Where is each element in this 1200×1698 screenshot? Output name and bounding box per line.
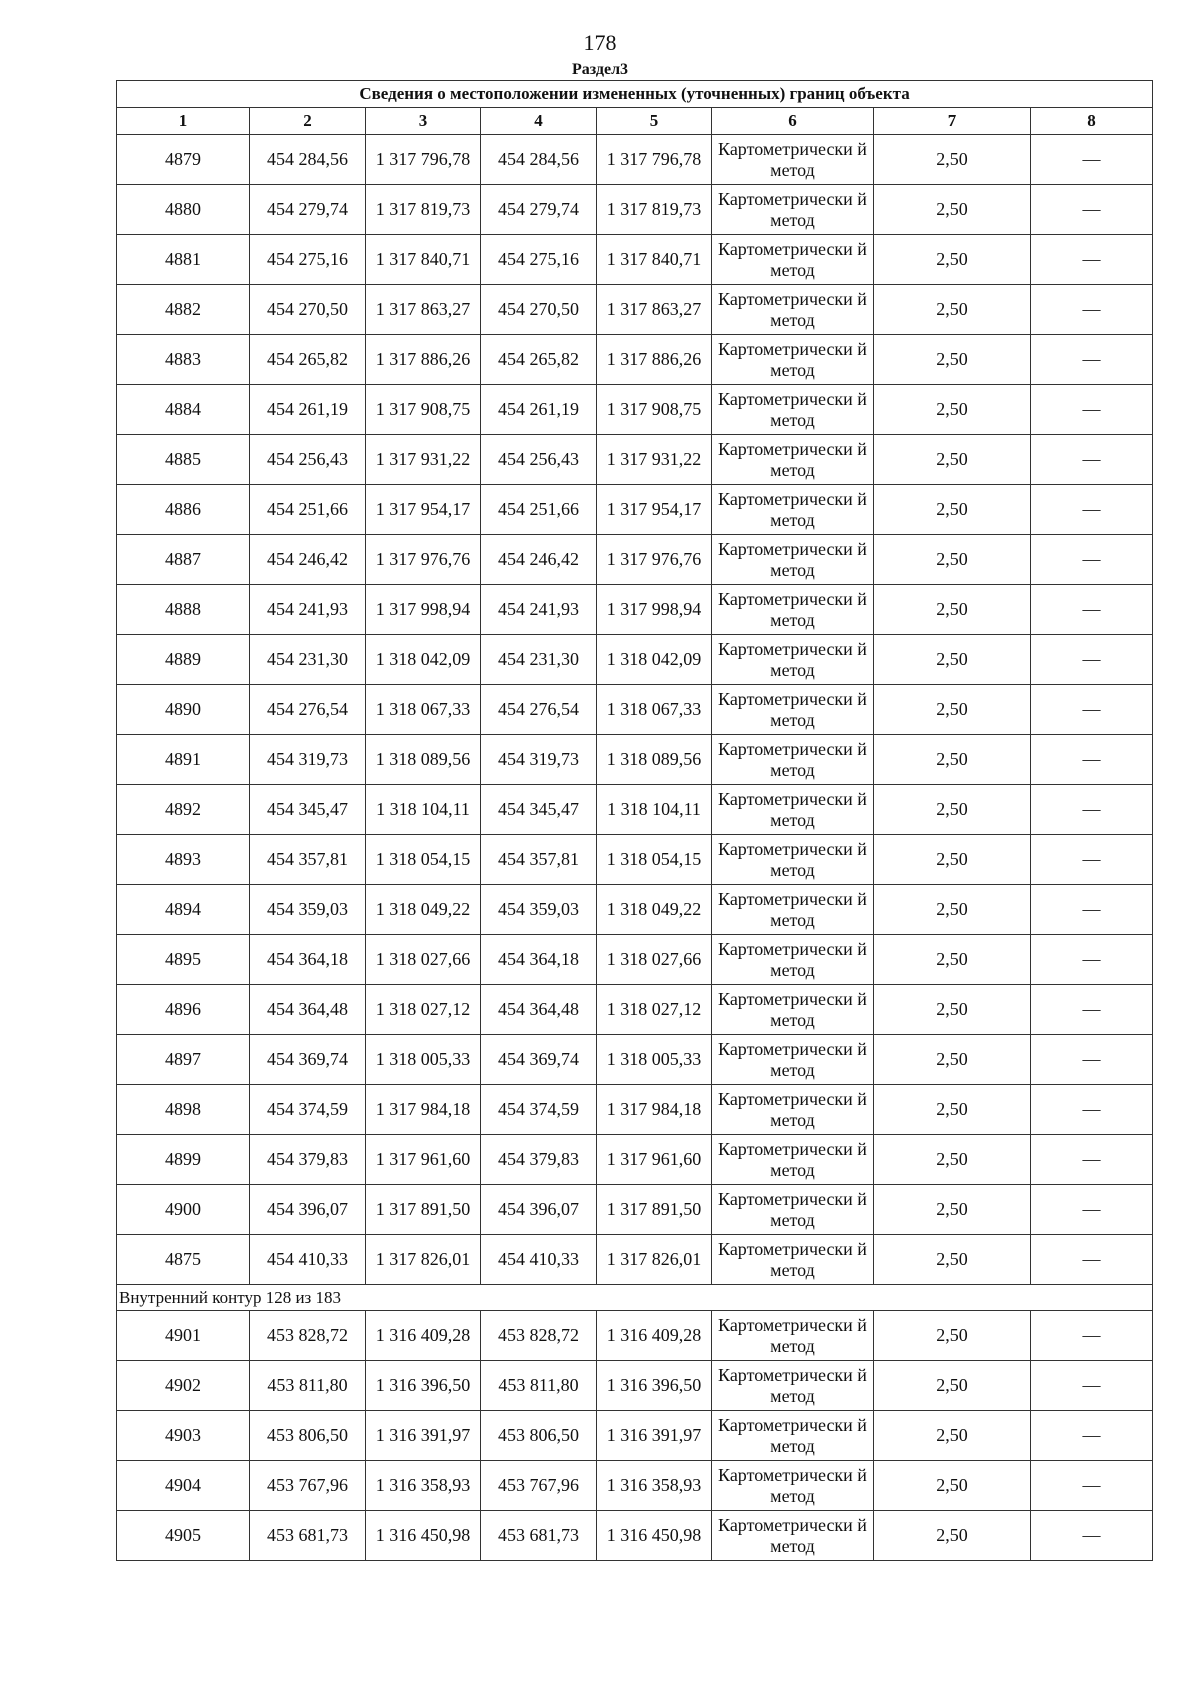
table-row <box>117 1085 1153 1135</box>
x-new-cell: 453 806,50 <box>481 1411 597 1461</box>
x-new-cell: 454 410,33 <box>481 1235 597 1285</box>
point-number-cell: 4899 <box>117 1135 250 1185</box>
y-old-cell: 1 317 819,73 <box>366 185 481 235</box>
accuracy-cell: 2,50 <box>874 1235 1031 1285</box>
y-old-cell: 1 318 027,66 <box>366 935 481 985</box>
point-number-cell: 4885 <box>117 435 250 485</box>
point-number-cell: 4888 <box>117 585 250 635</box>
table-row <box>117 1411 1153 1461</box>
accuracy-cell: 2,50 <box>874 1411 1031 1461</box>
description-cell: — <box>1031 835 1153 885</box>
point-number-cell: 4902 <box>117 1361 250 1411</box>
description-cell: — <box>1031 435 1153 485</box>
table-row <box>117 585 1153 635</box>
y-new-cell: 1 318 027,12 <box>597 985 712 1035</box>
x-new-cell: 454 251,66 <box>481 485 597 535</box>
point-number-cell: 4900 <box>117 1185 250 1235</box>
accuracy-cell: 2,50 <box>874 1361 1031 1411</box>
x-new-cell: 454 396,07 <box>481 1185 597 1235</box>
y-new-cell: 1 317 931,22 <box>597 435 712 485</box>
table-caption: Сведения о местоположении измененных (уточненных) границ объекта <box>117 81 1153 108</box>
y-new-cell: 1 318 042,09 <box>597 635 712 685</box>
y-new-cell: 1 317 976,76 <box>597 535 712 585</box>
table-row <box>117 435 1153 485</box>
x-old-cell: 454 345,47 <box>250 785 366 835</box>
y-new-cell: 1 317 984,18 <box>597 1085 712 1135</box>
method-cell: Картометрически й метод <box>712 935 874 985</box>
x-old-cell: 454 364,48 <box>250 985 366 1035</box>
method-cell: Картометрически й метод <box>712 885 874 935</box>
accuracy-cell: 2,50 <box>874 535 1031 585</box>
method-cell: Картометрически й метод <box>712 835 874 885</box>
point-number-cell: 4887 <box>117 535 250 585</box>
table-row <box>117 835 1153 885</box>
point-number-cell: 4895 <box>117 935 250 985</box>
table-row <box>117 335 1153 385</box>
method-cell: Картометрически й метод <box>712 1035 874 1085</box>
y-new-cell: 1 317 998,94 <box>597 585 712 635</box>
x-new-cell: 454 369,74 <box>481 1035 597 1085</box>
table-row <box>117 285 1153 335</box>
column-header: 1 <box>117 108 250 135</box>
method-cell: Картометрически й метод <box>712 985 874 1035</box>
x-old-cell: 453 811,80 <box>250 1361 366 1411</box>
table-row <box>117 885 1153 935</box>
table-row <box>117 935 1153 985</box>
point-number-cell: 4898 <box>117 1085 250 1135</box>
method-cell: Картометрически й метод <box>712 785 874 835</box>
method-cell: Картометрически й метод <box>712 1185 874 1235</box>
y-old-cell: 1 316 450,98 <box>366 1511 481 1561</box>
accuracy-cell: 2,50 <box>874 785 1031 835</box>
description-cell: — <box>1031 1235 1153 1285</box>
y-old-cell: 1 317 863,27 <box>366 285 481 335</box>
method-cell: Картометрически й метод <box>712 735 874 785</box>
y-new-cell: 1 317 886,26 <box>597 335 712 385</box>
y-old-cell: 1 318 054,15 <box>366 835 481 885</box>
method-cell: Картометрически й метод <box>712 235 874 285</box>
method-cell: Картометрически й метод <box>712 385 874 435</box>
accuracy-cell: 2,50 <box>874 1185 1031 1235</box>
y-new-cell: 1 316 450,98 <box>597 1511 712 1561</box>
table-row <box>117 1185 1153 1235</box>
y-old-cell: 1 316 409,28 <box>366 1311 481 1361</box>
x-new-cell: 453 681,73 <box>481 1511 597 1561</box>
table-row <box>117 1135 1153 1185</box>
description-cell: — <box>1031 1361 1153 1411</box>
table-row <box>117 1311 1153 1361</box>
y-new-cell: 1 318 054,15 <box>597 835 712 885</box>
point-number-cell: 4897 <box>117 1035 250 1085</box>
x-old-cell: 454 275,16 <box>250 235 366 285</box>
page-number: 178 <box>583 30 617 55</box>
x-new-cell: 453 828,72 <box>481 1311 597 1361</box>
point-number-cell: 4891 <box>117 735 250 785</box>
x-new-cell: 453 767,96 <box>481 1461 597 1511</box>
x-old-cell: 454 251,66 <box>250 485 366 535</box>
y-new-cell: 1 316 358,93 <box>597 1461 712 1511</box>
y-old-cell: 1 317 998,94 <box>366 585 481 635</box>
table-row <box>117 1035 1153 1085</box>
x-new-cell: 454 241,93 <box>481 585 597 635</box>
table-row <box>117 485 1153 535</box>
y-old-cell: 1 317 931,22 <box>366 435 481 485</box>
section-title: Раздел3 <box>571 61 629 78</box>
method-cell: Картометрически й метод <box>712 1361 874 1411</box>
x-old-cell: 453 767,96 <box>250 1461 366 1511</box>
method-cell: Картометрически й метод <box>712 1135 874 1185</box>
x-new-cell: 453 811,80 <box>481 1361 597 1411</box>
y-old-cell: 1 318 049,22 <box>366 885 481 935</box>
accuracy-cell: 2,50 <box>874 685 1031 735</box>
y-new-cell: 1 318 027,66 <box>597 935 712 985</box>
description-cell: — <box>1031 485 1153 535</box>
point-number-cell: 4905 <box>117 1511 250 1561</box>
x-old-cell: 454 256,43 <box>250 435 366 485</box>
x-new-cell: 454 246,42 <box>481 535 597 585</box>
x-old-cell: 453 806,50 <box>250 1411 366 1461</box>
y-old-cell: 1 318 089,56 <box>366 735 481 785</box>
table-row <box>117 1511 1153 1561</box>
table-row <box>117 135 1153 185</box>
x-new-cell: 454 374,59 <box>481 1085 597 1135</box>
x-old-cell: 454 369,74 <box>250 1035 366 1085</box>
description-cell: — <box>1031 985 1153 1035</box>
y-new-cell: 1 317 863,27 <box>597 285 712 335</box>
y-old-cell: 1 317 891,50 <box>366 1185 481 1235</box>
y-old-cell: 1 317 954,17 <box>366 485 481 535</box>
point-number-cell: 4881 <box>117 235 250 285</box>
y-new-cell: 1 318 067,33 <box>597 685 712 735</box>
x-old-cell: 454 284,56 <box>250 135 366 185</box>
accuracy-cell: 2,50 <box>874 585 1031 635</box>
table-row <box>117 685 1153 735</box>
method-cell: Картометрически й метод <box>712 1235 874 1285</box>
description-cell: — <box>1031 935 1153 985</box>
x-new-cell: 454 364,48 <box>481 985 597 1035</box>
x-old-cell: 454 379,83 <box>250 1135 366 1185</box>
accuracy-cell: 2,50 <box>874 1085 1031 1135</box>
description-cell: — <box>1031 735 1153 785</box>
accuracy-cell: 2,50 <box>874 335 1031 385</box>
x-new-cell: 454 379,83 <box>481 1135 597 1185</box>
x-old-cell: 454 231,30 <box>250 635 366 685</box>
point-number-cell: 4890 <box>117 685 250 735</box>
x-old-cell: 454 359,03 <box>250 885 366 935</box>
method-cell: Картометрически й метод <box>712 435 874 485</box>
point-number-cell: 4893 <box>117 835 250 885</box>
accuracy-cell: 2,50 <box>874 1511 1031 1561</box>
column-header: 3 <box>366 108 481 135</box>
x-new-cell: 454 256,43 <box>481 435 597 485</box>
y-old-cell: 1 317 826,01 <box>366 1235 481 1285</box>
y-old-cell: 1 316 396,50 <box>366 1361 481 1411</box>
method-cell: Картометрически й метод <box>712 1511 874 1561</box>
y-new-cell: 1 318 049,22 <box>597 885 712 935</box>
description-cell: — <box>1031 385 1153 435</box>
x-old-cell: 454 246,42 <box>250 535 366 585</box>
accuracy-cell: 2,50 <box>874 1135 1031 1185</box>
description-cell: — <box>1031 1411 1153 1461</box>
column-header: 2 <box>250 108 366 135</box>
method-cell: Картометрически й метод <box>712 1311 874 1361</box>
table-row <box>117 235 1153 285</box>
y-new-cell: 1 316 409,28 <box>597 1311 712 1361</box>
y-new-cell: 1 317 891,50 <box>597 1185 712 1235</box>
contour-label-row <box>117 1285 1153 1311</box>
table-row <box>117 535 1153 585</box>
table-row <box>117 385 1153 435</box>
x-new-cell: 454 270,50 <box>481 285 597 335</box>
column-header: 6 <box>712 108 874 135</box>
table-caption-row <box>117 81 1153 108</box>
y-old-cell: 1 317 886,26 <box>366 335 481 385</box>
x-new-cell: 454 319,73 <box>481 735 597 785</box>
x-new-cell: 454 261,19 <box>481 385 597 435</box>
point-number-cell: 4883 <box>117 335 250 385</box>
accuracy-cell: 2,50 <box>874 285 1031 335</box>
x-new-cell: 454 275,16 <box>481 235 597 285</box>
table-row <box>117 985 1153 1035</box>
accuracy-cell: 2,50 <box>874 435 1031 485</box>
column-header: 7 <box>874 108 1031 135</box>
point-number-cell: 4896 <box>117 985 250 1035</box>
method-cell: Картометрически й метод <box>712 635 874 685</box>
description-cell: — <box>1031 635 1153 685</box>
accuracy-cell: 2,50 <box>874 935 1031 985</box>
y-new-cell: 1 317 819,73 <box>597 185 712 235</box>
y-new-cell: 1 317 796,78 <box>597 135 712 185</box>
accuracy-cell: 2,50 <box>874 1035 1031 1085</box>
accuracy-cell: 2,50 <box>874 385 1031 435</box>
point-number-cell: 4892 <box>117 785 250 835</box>
description-cell: — <box>1031 1135 1153 1185</box>
x-new-cell: 454 279,74 <box>481 185 597 235</box>
y-new-cell: 1 317 961,60 <box>597 1135 712 1185</box>
method-cell: Картометрически й метод <box>712 335 874 385</box>
y-old-cell: 1 317 961,60 <box>366 1135 481 1185</box>
y-old-cell: 1 317 908,75 <box>366 385 481 435</box>
method-cell: Картометрически й метод <box>712 685 874 735</box>
method-cell: Картометрически й метод <box>712 1411 874 1461</box>
y-new-cell: 1 318 005,33 <box>597 1035 712 1085</box>
x-old-cell: 454 396,07 <box>250 1185 366 1235</box>
description-cell: — <box>1031 1185 1153 1235</box>
x-new-cell: 454 345,47 <box>481 785 597 835</box>
y-old-cell: 1 318 104,11 <box>366 785 481 835</box>
description-cell: — <box>1031 335 1153 385</box>
description-cell: — <box>1031 185 1153 235</box>
description-cell: — <box>1031 685 1153 735</box>
y-new-cell: 1 318 089,56 <box>597 735 712 785</box>
column-header: 4 <box>481 108 597 135</box>
point-number-cell: 4903 <box>117 1411 250 1461</box>
contour-label: Внутренний контур 128 из 183 <box>117 1285 1153 1311</box>
method-cell: Картометрически й метод <box>712 585 874 635</box>
method-cell: Картометрически й метод <box>712 285 874 335</box>
x-old-cell: 454 261,19 <box>250 385 366 435</box>
point-number-cell: 4894 <box>117 885 250 935</box>
point-number-cell: 4904 <box>117 1461 250 1511</box>
method-cell: Картометрически й метод <box>712 1461 874 1511</box>
y-new-cell: 1 316 391,97 <box>597 1411 712 1461</box>
y-old-cell: 1 317 976,76 <box>366 535 481 585</box>
y-new-cell: 1 316 396,50 <box>597 1361 712 1411</box>
description-cell: — <box>1031 1461 1153 1511</box>
y-old-cell: 1 316 391,97 <box>366 1411 481 1461</box>
x-old-cell: 454 374,59 <box>250 1085 366 1135</box>
x-old-cell: 454 270,50 <box>250 285 366 335</box>
accuracy-cell: 2,50 <box>874 985 1031 1035</box>
table-row <box>117 1235 1153 1285</box>
description-cell: — <box>1031 1311 1153 1361</box>
table-row <box>117 185 1153 235</box>
x-new-cell: 454 364,18 <box>481 935 597 985</box>
accuracy-cell: 2,50 <box>874 235 1031 285</box>
table-row <box>117 1361 1153 1411</box>
description-cell: — <box>1031 785 1153 835</box>
point-number-cell: 4901 <box>117 1311 250 1361</box>
point-number-cell: 4879 <box>117 135 250 185</box>
description-cell: — <box>1031 885 1153 935</box>
x-old-cell: 454 319,73 <box>250 735 366 785</box>
y-old-cell: 1 316 358,93 <box>366 1461 481 1511</box>
accuracy-cell: 2,50 <box>874 485 1031 535</box>
method-cell: Картометрически й метод <box>712 535 874 585</box>
y-old-cell: 1 317 984,18 <box>366 1085 481 1135</box>
description-cell: — <box>1031 585 1153 635</box>
description-cell: — <box>1031 1085 1153 1135</box>
y-old-cell: 1 318 067,33 <box>366 685 481 735</box>
x-old-cell: 454 279,74 <box>250 185 366 235</box>
y-old-cell: 1 317 840,71 <box>366 235 481 285</box>
x-old-cell: 454 241,93 <box>250 585 366 635</box>
point-number-cell: 4875 <box>117 1235 250 1285</box>
point-number-cell: 4884 <box>117 385 250 435</box>
x-old-cell: 454 364,18 <box>250 935 366 985</box>
column-header: 8 <box>1031 108 1153 135</box>
method-cell: Картометрически й метод <box>712 135 874 185</box>
y-old-cell: 1 318 042,09 <box>366 635 481 685</box>
x-new-cell: 454 357,81 <box>481 835 597 885</box>
table-row <box>117 785 1153 835</box>
y-old-cell: 1 318 005,33 <box>366 1035 481 1085</box>
accuracy-cell: 2,50 <box>874 1461 1031 1511</box>
x-new-cell: 454 359,03 <box>481 885 597 935</box>
accuracy-cell: 2,50 <box>874 835 1031 885</box>
accuracy-cell: 2,50 <box>874 185 1031 235</box>
x-new-cell: 454 231,30 <box>481 635 597 685</box>
x-new-cell: 454 265,82 <box>481 335 597 385</box>
x-old-cell: 454 276,54 <box>250 685 366 735</box>
x-new-cell: 454 284,56 <box>481 135 597 185</box>
y-new-cell: 1 317 840,71 <box>597 235 712 285</box>
table-row <box>117 1461 1153 1511</box>
point-number-cell: 4880 <box>117 185 250 235</box>
accuracy-cell: 2,50 <box>874 885 1031 935</box>
point-number-cell: 4886 <box>117 485 250 535</box>
description-cell: — <box>1031 535 1153 585</box>
accuracy-cell: 2,50 <box>874 735 1031 785</box>
description-cell: — <box>1031 235 1153 285</box>
point-number-cell: 4889 <box>117 635 250 685</box>
x-old-cell: 454 265,82 <box>250 335 366 385</box>
table-header-row <box>117 108 1153 135</box>
coordinates-table <box>116 80 1153 1561</box>
accuracy-cell: 2,50 <box>874 635 1031 685</box>
method-cell: Картометрически й метод <box>712 485 874 535</box>
table-row <box>117 735 1153 785</box>
description-cell: — <box>1031 1035 1153 1085</box>
method-cell: Картометрически й метод <box>712 1085 874 1135</box>
y-old-cell: 1 317 796,78 <box>366 135 481 185</box>
x-new-cell: 454 276,54 <box>481 685 597 735</box>
column-header: 5 <box>597 108 712 135</box>
x-old-cell: 454 357,81 <box>250 835 366 885</box>
y-new-cell: 1 317 908,75 <box>597 385 712 435</box>
x-old-cell: 453 828,72 <box>250 1311 366 1361</box>
accuracy-cell: 2,50 <box>874 135 1031 185</box>
y-new-cell: 1 317 826,01 <box>597 1235 712 1285</box>
point-number-cell: 4882 <box>117 285 250 335</box>
y-new-cell: 1 318 104,11 <box>597 785 712 835</box>
x-old-cell: 453 681,73 <box>250 1511 366 1561</box>
table-row <box>117 635 1153 685</box>
y-old-cell: 1 318 027,12 <box>366 985 481 1035</box>
description-cell: — <box>1031 135 1153 185</box>
method-cell: Картометрически й метод <box>712 185 874 235</box>
accuracy-cell: 2,50 <box>874 1311 1031 1361</box>
description-cell: — <box>1031 1511 1153 1561</box>
x-old-cell: 454 410,33 <box>250 1235 366 1285</box>
y-new-cell: 1 317 954,17 <box>597 485 712 535</box>
description-cell: — <box>1031 285 1153 335</box>
